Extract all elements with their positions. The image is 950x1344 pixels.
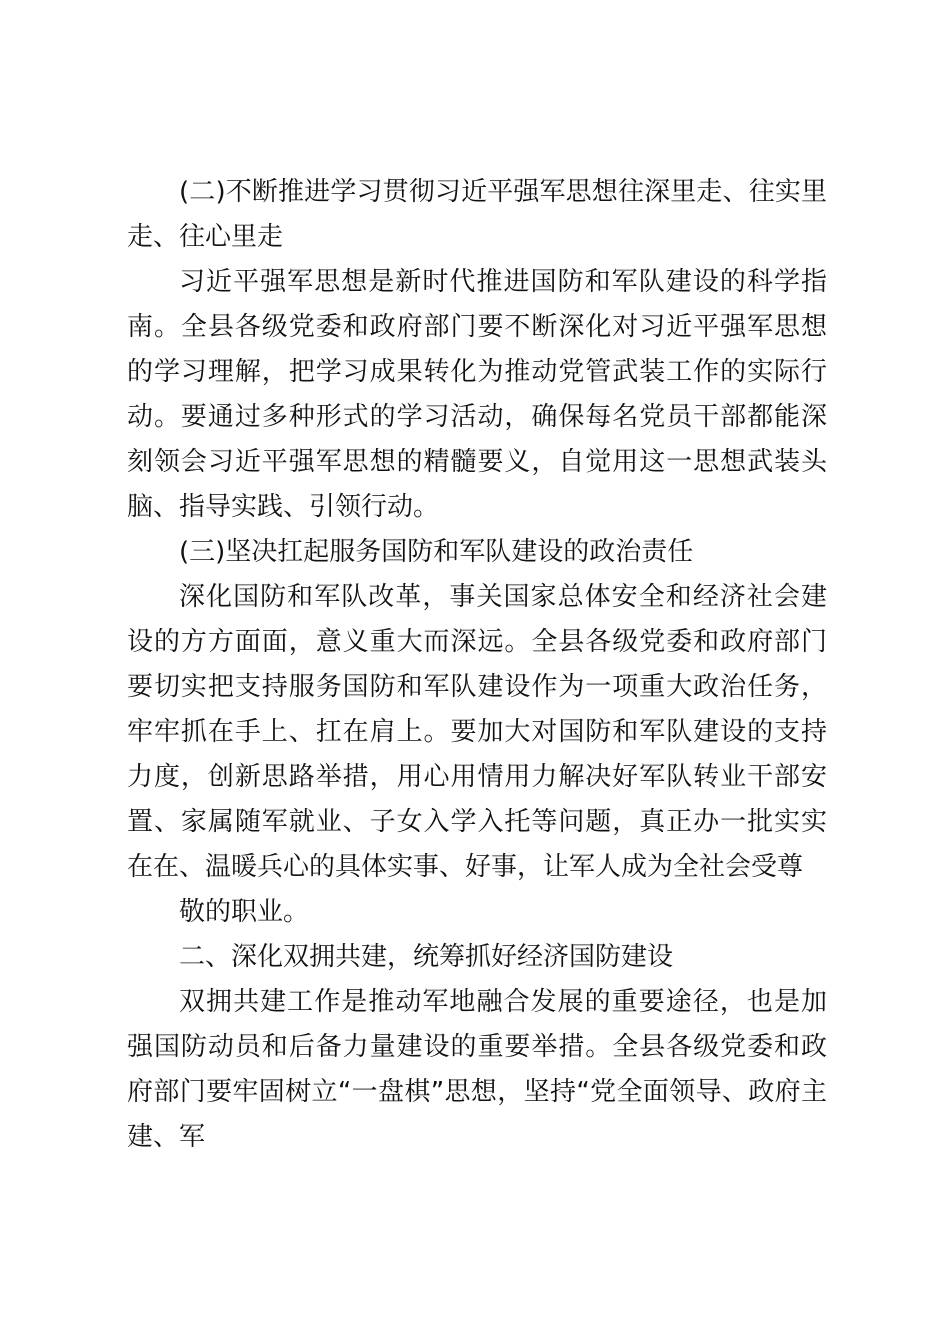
- body-paragraph-continuation: 敬的职业。: [179, 897, 310, 927]
- body-paragraph: 习近平强军思想是新时代推进国防和军队建设的科学指南。全县各级党委和政府部门要不断深化对习近平强军思想的学习理解，把学习成果转化为推动党管武装工作的实际行动。要通过多种形式的学习活动，确保每名党员干部都能深刻领会习近平强军思想的精髓要义，自觉用这一思想武装头脑、指导实践、引领行动。: [127, 267, 827, 522]
- chapter-heading: 二、深化双拥共建，统筹抓好经济国防建设: [179, 942, 674, 972]
- section-heading-2: (二)不断推进学习贯彻习近平强军思想往深里走、往实里走、往心里走: [127, 177, 827, 252]
- section-heading-3: (三)坚决扛起服务国防和军队建设的政治责任: [179, 537, 694, 567]
- document-body: [127, 170, 827, 1160]
- body-paragraph: 深化国防和军队改革，事关国家总体安全和经济社会建设的方方面面，意义重大而深远。全县各级党委和政府部门要切实把支持服务国防和军队建设作为一项重大政治任务，牢牢抓在手上、扛在肩上。要加大对国防和军队建设的支持力度，创新思路举措，用心用情用力解决好军队转业干部安置、家属随军就业、子女入学入托等问题，真正办一批实实在在、温暖兵心的具体实事、好事，让军人成为全社会受尊: [127, 582, 827, 882]
- body-paragraph: 双拥共建工作是推动军地融合发展的重要途径，也是加强国防动员和后备力量建设的重要举措。全县各级党委和政府部门要牢固树立“一盘棋”思想，坚持“党全面领导、政府主建、军: [127, 987, 827, 1152]
